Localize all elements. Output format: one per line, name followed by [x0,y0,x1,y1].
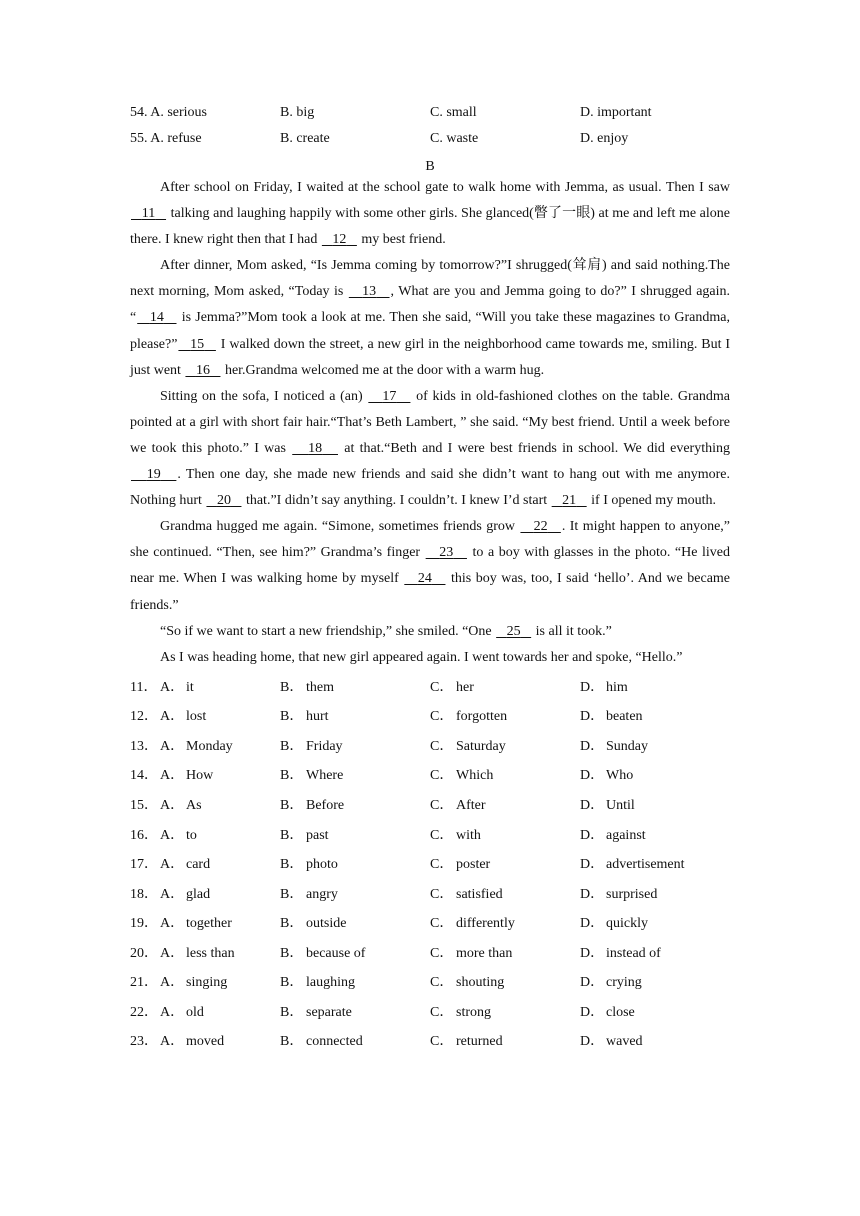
option-text: with [456,827,481,843]
blank-number: 16 [195,362,210,378]
document-page [130,104,730,1063]
option-d [580,797,730,827]
option-row [130,104,730,130]
question-row [130,974,730,1004]
passage-text: that.”I didn’t say anything. I couldn’t. I knew I’d start [242,493,551,509]
option-text: singing [186,975,228,991]
question-row [130,797,730,827]
blank-number: 13 [362,284,377,300]
option-letter: D． [580,709,605,725]
option-text: Until [606,797,635,813]
option-a: 54. A. serious [130,105,207,120]
option-text: because of [306,945,366,961]
option-c [430,797,580,827]
option-letter: C． [430,916,454,932]
option-letter: D． [580,797,605,813]
passage-text: of kids in old-fashioned clothes on the table. Grandma pointed at a girl with short fair hair.“That’s Beth Lambert, ” she said. “My best friend. Until a week before we took this photo.” I was [130,388,730,456]
option-b [280,945,430,975]
option-a [130,1033,280,1063]
option-letter: D． [580,886,605,902]
option-c [430,827,580,857]
passage-paragraph [130,514,730,618]
option-letter: B． [280,768,304,784]
option-text: connected [306,1034,363,1050]
previous-options [130,104,730,156]
option-text: poster [456,857,491,873]
passage-text: “So if we want to start a new friendship,” she smiled. “One [160,623,496,639]
option-b [280,797,430,827]
option-c [430,738,580,768]
question-number: 12． [130,709,158,725]
option-letter: A． [160,768,185,784]
option-text: Which [456,768,494,784]
option-text: strong [456,1004,491,1020]
option-letter: B． [280,1034,304,1050]
option-letter: A． [160,1034,185,1050]
option-b [280,886,430,916]
option-d [580,886,730,916]
question-number: 11． [130,679,158,695]
option-b [280,915,430,945]
passage-text: Grandma hugged me again. “Simone, sometimes friends grow [160,519,520,535]
option-b: B. create [280,131,330,146]
option-text: shouting [456,975,505,991]
option-d [580,767,730,797]
option-letter: D． [580,857,605,873]
question-row [130,856,730,886]
option-d [580,1004,730,1034]
passage-text: my best friend. [357,232,446,248]
option-letter: C． [430,738,454,754]
blank-number: 15 [190,336,205,352]
option-b: B. big [280,105,315,120]
option-b [280,856,430,886]
blank-number: 17 [382,388,397,404]
question-number: 16． [130,827,158,843]
option-text: waved [606,1034,643,1050]
option-a [130,797,280,827]
option-d [580,915,730,945]
option-a [130,856,280,886]
option-letter: D． [580,827,605,843]
option-text: returned [456,1034,503,1050]
option-letter: D． [580,975,605,991]
option-a [130,738,280,768]
question-number: 15． [130,797,158,813]
option-text: her [456,679,474,695]
option-c [430,945,580,975]
option-letter: B． [280,886,304,902]
passage-paragraph [130,619,730,645]
option-letter: A． [160,797,185,813]
passage-paragraph [130,384,730,514]
question-row [130,886,730,916]
option-letter: A． [160,709,185,725]
answer-blank [177,337,216,352]
option-d [580,1033,730,1063]
option-text: them [306,679,334,695]
option-letter: A． [160,827,185,843]
answer-blank [205,493,242,508]
option-text: him [606,679,628,695]
question-number: 13． [130,738,158,754]
question-number: 20． [130,945,158,961]
option-text: glad [186,886,211,902]
blank-number: 22 [533,519,548,535]
question-row [130,915,730,945]
option-text: close [606,1004,635,1020]
answer-blank [184,363,221,378]
option-text: instead of [606,945,661,961]
option-text: outside [306,916,347,932]
answer-blank [348,284,391,299]
blank-number: 25 [506,623,521,639]
option-c [430,856,580,886]
option-b [280,738,430,768]
option-text: hurt [306,709,329,725]
section-title: B [425,159,435,174]
option-letter: B． [280,709,304,725]
answer-blank [136,310,177,325]
option-text: to [186,827,197,843]
option-letter: C． [430,1034,454,1050]
option-c [430,886,580,916]
option-text: angry [306,886,338,902]
option-c [430,915,580,945]
passage-paragraph [130,253,730,383]
option-b [280,708,430,738]
option-letter: B． [280,916,304,932]
option-text: forgotten [456,709,508,725]
option-letter: A． [160,975,185,991]
question-number: 21． [130,975,158,991]
option-text: How [186,768,214,784]
passage-text: I walked down the street, a new girl in the neighborhood came towards me, smiling. But I just went [130,336,731,378]
option-a [130,708,280,738]
question-number: 17． [130,857,158,873]
option-text: laughing [306,975,355,991]
answer-blank [495,624,532,639]
option-a [130,767,280,797]
option-text: Who [606,768,634,784]
option-c [430,767,580,797]
option-c [430,1004,580,1034]
option-text: quickly [606,916,648,932]
question-row [130,1004,730,1034]
option-letter: C． [430,709,454,725]
option-d: D. enjoy [580,131,629,146]
option-letter: D． [580,1034,605,1050]
option-text: together [186,916,232,932]
question-row [130,945,730,975]
option-d [580,827,730,857]
question-row [130,1033,730,1063]
option-b [280,1004,430,1034]
option-letter: C． [430,945,454,961]
option-text: Friday [306,738,343,754]
option-a [130,1004,280,1034]
question-number: 19． [130,916,158,932]
option-letter: D． [580,768,605,784]
option-letter: B． [280,975,304,991]
question-number: 23． [130,1034,158,1050]
option-c [430,679,580,709]
option-d [580,945,730,975]
option-letter: C． [430,827,454,843]
option-letter: D． [580,916,605,932]
option-b [280,974,430,1004]
passage-text: After school on Friday, I waited at the school gate to walk home with Jemma, as usual. Then I saw [160,180,730,195]
option-text: against [606,827,646,843]
answer-blank [367,389,411,404]
passage-text: is Jemma?”Mom took a look at me. Then she said, “Will you take these magazines to Grandma, please?” [130,310,730,352]
answer-blank [519,519,561,534]
option-text: moved [186,1034,225,1050]
option-d [580,974,730,1004]
question-row [130,708,730,738]
blank-number: 18 [308,440,323,456]
option-letter: C． [430,1004,454,1020]
option-letter: A． [160,679,185,695]
answer-blank [321,232,358,247]
option-b [280,767,430,797]
option-text: photo [306,857,338,873]
option-letter: A． [160,857,185,873]
question-number: 14． [130,768,158,784]
option-letter: A． [160,945,185,961]
option-text: old [186,1004,204,1020]
option-d [580,708,730,738]
option-text: past [306,827,329,843]
option-a [130,827,280,857]
option-c [430,1033,580,1063]
option-text: card [186,857,211,873]
option-letter: C． [430,975,454,991]
passage-text: this boy was, too, I said ‘hello’. And we became friends.” [130,571,731,613]
option-text: crying [606,975,642,991]
option-letter: C． [430,857,454,873]
question-row [130,738,730,768]
option-text: Where [306,768,344,784]
option-a [130,679,280,709]
question-row [130,767,730,797]
option-text: separate [306,1004,352,1020]
blank-number: 20 [216,493,231,509]
option-letter: C． [430,886,454,902]
question-row [130,827,730,857]
answer-blank [425,545,468,560]
option-letter: D． [580,945,605,961]
option-text: more than [456,945,513,961]
blank-number: 11 [141,206,156,222]
passage-text: talking and laughing happily with some other girls. She glanced(瞥了一眼) at me and left me alone there. I knew right then that I had [130,206,730,248]
option-text: satisfied [456,886,503,902]
blank-number: 19 [146,467,161,483]
option-a [130,974,280,1004]
option-letter: A． [160,886,185,902]
option-letter: A． [160,916,185,932]
option-letter: B． [280,945,304,961]
option-letter: B． [280,1004,304,1020]
option-text: Sunday [606,738,648,754]
passage-text: at that.“Beth and I were best friends in school. We did everything [338,440,730,456]
blank-number: 12 [332,232,347,248]
option-letter: C． [430,768,454,784]
option-text: Saturday [456,738,506,754]
option-letter: D． [580,679,605,695]
passage-text: After dinner, Mom asked, “Is Jemma coming by tomorrow?”I shrugged(耸肩) and said nothing.The next morning, Mom asked, “Today is [130,258,730,300]
passage-text: , What are you and Jemma going to do?” I shrugged again. “ [130,284,731,326]
option-text: Before [306,797,345,813]
option-a: 55. A. refuse [130,131,202,146]
option-a [130,886,280,916]
option-text: advertisement [606,857,685,873]
passage-text: if I opened my mouth. [587,493,716,509]
option-text: beaten [606,709,643,725]
option-letter: C． [430,797,454,813]
option-b [280,827,430,857]
option-a [130,945,280,975]
option-d: D. important [580,105,652,120]
option-b [280,679,430,709]
blank-number: 24 [417,571,432,587]
option-text: differently [456,916,515,932]
option-c: C. waste [430,131,479,146]
option-d [580,679,730,709]
option-letter: C． [430,679,454,695]
option-text: surprised [606,886,658,902]
option-letter: A． [160,1004,185,1020]
passage-text: is all it took.” [532,623,612,639]
blank-number: 14 [149,310,164,326]
answer-blank [130,467,177,482]
option-b [280,1033,430,1063]
option-c [430,708,580,738]
option-letter: B． [280,857,304,873]
answer-blank [291,441,339,456]
option-row [130,130,730,156]
passage-text: As I was heading home, that new girl appeared again. I went towards her and spoke, “Hello.” [160,649,683,665]
option-c: C. small [430,105,477,120]
option-text: less than [186,945,235,961]
passage-text: . It might happen to anyone,” she continued. “Then, see him?” Grandma’s finger [130,519,731,561]
option-letter: B． [280,797,304,813]
passage-paragraph [130,175,730,253]
passage-text: . Then one day, she made new friends and said she didn’t want to hang out with me anymore. Nothing hurt [130,467,730,509]
option-a [130,915,280,945]
option-text: Monday [186,738,233,754]
option-d [580,738,730,768]
passage-text: to a boy with glasses in the photo. “He lived near me. When I was walking home by myself [130,545,731,587]
option-text: lost [186,709,207,725]
option-text: After [456,797,486,813]
passage-text: her.Grandma welcomed me at the door with a warm hug. [221,362,545,378]
question-row [130,679,730,709]
answer-blank [551,493,588,508]
option-d [580,856,730,886]
option-letter: A． [160,738,185,754]
option-letter: D． [580,738,605,754]
blank-number: 23 [439,545,454,561]
passage-paragraph [130,645,730,671]
question-number: 22． [130,1004,158,1020]
option-text: it [186,679,194,695]
option-letter: B． [280,679,304,695]
question-options-list [130,679,730,1063]
answer-blank [130,206,167,221]
option-text: As [186,797,202,813]
blank-number: 21 [562,493,577,509]
question-number: 18． [130,886,158,902]
cloze-passage [130,175,730,671]
option-letter: B． [280,738,304,754]
option-letter: D． [580,1004,605,1020]
passage-text: Sitting on the sofa, I noticed a (an) [160,388,368,404]
answer-blank [403,571,446,586]
option-c [430,974,580,1004]
option-letter: B． [280,827,304,843]
